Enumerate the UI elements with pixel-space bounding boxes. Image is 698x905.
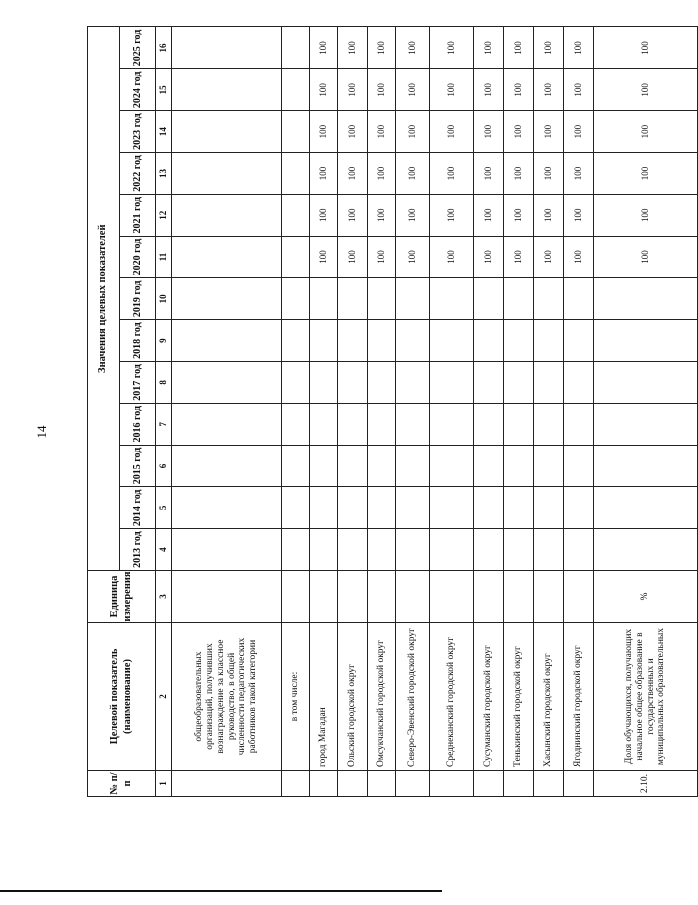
unit-cell: % (594, 571, 698, 623)
indicator-name: Сусуманский городской округ (474, 623, 504, 771)
value-cell (282, 487, 310, 529)
value-cell (594, 487, 698, 529)
value-cell: 100 (430, 69, 474, 111)
value-cell: 100 (594, 111, 698, 153)
indicators-table (87, 26, 698, 797)
header-year: 2021 год (120, 194, 156, 236)
value-cell (396, 487, 430, 529)
unit-cell (172, 571, 282, 623)
value-cell (594, 320, 698, 362)
value-cell (396, 445, 430, 487)
row-number (474, 771, 504, 797)
header-year: 2017 год (120, 362, 156, 404)
value-cell (534, 320, 564, 362)
row-number (282, 771, 310, 797)
value-cell (430, 320, 474, 362)
value-cell: 100 (504, 69, 534, 111)
value-cell (564, 487, 594, 529)
row-number (534, 771, 564, 797)
header-year: 2016 год (120, 403, 156, 445)
value-cell: 100 (504, 194, 534, 236)
value-cell (474, 362, 504, 404)
rotated-table-wrapper (87, 27, 667, 797)
value-cell (282, 320, 310, 362)
column-number: 2 (156, 623, 172, 771)
value-cell: 100 (396, 69, 430, 111)
value-cell (172, 445, 282, 487)
row-number (504, 771, 534, 797)
column-number: 4 (156, 529, 172, 571)
table-row (310, 27, 338, 797)
column-number: 10 (156, 278, 172, 320)
value-cell (474, 403, 504, 445)
value-cell (396, 403, 430, 445)
value-cell (594, 529, 698, 571)
value-cell (338, 445, 368, 487)
value-cell (172, 278, 282, 320)
row-number (368, 771, 396, 797)
value-cell: 100 (474, 194, 504, 236)
value-cell (338, 403, 368, 445)
unit-cell (338, 571, 368, 623)
header-year: 2024 год (120, 69, 156, 111)
table-row (564, 27, 594, 797)
value-cell: 100 (430, 236, 474, 278)
value-cell (504, 445, 534, 487)
value-cell: 100 (338, 111, 368, 153)
header-year: 2014 год (120, 487, 156, 529)
value-cell (338, 487, 368, 529)
value-cell (310, 320, 338, 362)
value-cell (534, 445, 564, 487)
value-cell: 100 (564, 69, 594, 111)
column-number: 1 (156, 771, 172, 797)
row-number (310, 771, 338, 797)
indicator-name: Омсукчанский городской округ (368, 623, 396, 771)
value-cell (338, 362, 368, 404)
indicator-name: Ольский городской округ (338, 623, 368, 771)
value-cell (172, 153, 282, 195)
value-cell (564, 362, 594, 404)
value-cell (504, 320, 534, 362)
table-row (474, 27, 504, 797)
header-year: 2022 год (120, 153, 156, 195)
unit-cell (564, 571, 594, 623)
value-cell (474, 445, 504, 487)
column-number: 7 (156, 403, 172, 445)
column-number: 9 (156, 320, 172, 362)
value-cell: 100 (504, 111, 534, 153)
value-cell: 100 (430, 27, 474, 69)
value-cell (504, 362, 534, 404)
value-cell: 100 (396, 111, 430, 153)
value-cell (368, 529, 396, 571)
header-values-group: Значения целевых показателей (88, 27, 120, 571)
value-cell (172, 403, 282, 445)
header-year: 2025 год (120, 27, 156, 69)
value-cell: 100 (396, 236, 430, 278)
value-cell (430, 403, 474, 445)
value-cell: 100 (430, 153, 474, 195)
value-cell (564, 445, 594, 487)
value-cell: 100 (594, 236, 698, 278)
value-cell: 100 (564, 27, 594, 69)
value-cell (564, 320, 594, 362)
value-cell (368, 320, 396, 362)
unit-cell (396, 571, 430, 623)
value-cell (534, 403, 564, 445)
value-cell (172, 362, 282, 404)
unit-cell (534, 571, 564, 623)
unit-cell (282, 571, 310, 623)
value-cell (594, 403, 698, 445)
value-cell (368, 278, 396, 320)
value-cell: 100 (534, 236, 564, 278)
value-cell (310, 362, 338, 404)
value-cell: 100 (534, 111, 564, 153)
value-cell (282, 529, 310, 571)
table-row (396, 27, 430, 797)
indicator-name: Ягоднинский городской округ (564, 623, 594, 771)
column-number: 15 (156, 69, 172, 111)
indicator-name: Среднеканский городской округ (430, 623, 474, 771)
value-cell (594, 362, 698, 404)
value-cell (282, 278, 310, 320)
value-cell (534, 362, 564, 404)
value-cell (282, 194, 310, 236)
value-cell (282, 445, 310, 487)
value-cell (310, 403, 338, 445)
value-cell (310, 445, 338, 487)
indicator-name: в том числе: (282, 623, 310, 771)
value-cell (172, 236, 282, 278)
table-row (594, 27, 698, 797)
table-row (430, 27, 474, 797)
row-number (396, 771, 430, 797)
header-year: 2023 год (120, 111, 156, 153)
value-cell (368, 445, 396, 487)
value-cell: 100 (338, 69, 368, 111)
value-cell (310, 487, 338, 529)
indicator-name: Доля обучающихся, получающих начальное общее образование в государственных и муниципальных образовательных (594, 623, 698, 771)
value-cell (474, 320, 504, 362)
value-cell: 100 (594, 153, 698, 195)
value-cell (172, 194, 282, 236)
value-cell: 100 (396, 194, 430, 236)
value-cell: 100 (504, 153, 534, 195)
value-cell: 100 (594, 27, 698, 69)
value-cell (338, 278, 368, 320)
table-row (504, 27, 534, 797)
value-cell: 100 (310, 69, 338, 111)
value-cell: 100 (310, 153, 338, 195)
value-cell (310, 278, 338, 320)
value-cell (430, 362, 474, 404)
value-cell (504, 487, 534, 529)
value-cell (594, 445, 698, 487)
value-cell: 100 (368, 153, 396, 195)
value-cell: 100 (396, 153, 430, 195)
table-row (172, 27, 282, 797)
value-cell (368, 487, 396, 529)
column-number: 11 (156, 236, 172, 278)
value-cell (564, 403, 594, 445)
column-number: 5 (156, 487, 172, 529)
value-cell (396, 529, 430, 571)
header-year: 2019 год (120, 278, 156, 320)
indicator-name: Тенькинский городской округ (504, 623, 534, 771)
page-number: 14 (34, 425, 49, 439)
value-cell (564, 529, 594, 571)
value-cell: 100 (338, 153, 368, 195)
value-cell: 100 (368, 111, 396, 153)
value-cell: 100 (504, 236, 534, 278)
value-cell: 100 (368, 194, 396, 236)
column-number: 16 (156, 27, 172, 69)
unit-cell (504, 571, 534, 623)
unit-cell (474, 571, 504, 623)
value-cell: 100 (368, 27, 396, 69)
value-cell: 100 (534, 194, 564, 236)
unit-cell (368, 571, 396, 623)
value-cell (338, 529, 368, 571)
value-cell (430, 445, 474, 487)
row-number (564, 771, 594, 797)
value-cell (396, 278, 430, 320)
header-year: 2018 год (120, 320, 156, 362)
unit-cell (310, 571, 338, 623)
header-num: № п/п (88, 771, 156, 797)
table-row (368, 27, 396, 797)
indicator-name: город Магадан (310, 623, 338, 771)
value-cell (474, 278, 504, 320)
column-number: 12 (156, 194, 172, 236)
value-cell: 100 (534, 27, 564, 69)
value-cell: 100 (310, 27, 338, 69)
value-cell: 100 (430, 111, 474, 153)
indicator-name: общеобразовательных организаций, получивших вознаграждение за классное руководство, в общей численности педагогических работников такой категории (172, 623, 282, 771)
value-cell (282, 69, 310, 111)
value-cell (594, 278, 698, 320)
value-cell (282, 236, 310, 278)
value-cell (564, 278, 594, 320)
value-cell (534, 487, 564, 529)
value-cell (474, 487, 504, 529)
header-year: 2013 год (120, 529, 156, 571)
value-cell: 100 (310, 111, 338, 153)
value-cell: 100 (368, 236, 396, 278)
row-number (338, 771, 368, 797)
value-cell: 100 (564, 153, 594, 195)
header-indicator: Целевой показатель (наименование) (88, 623, 156, 771)
value-cell (430, 487, 474, 529)
value-cell (368, 362, 396, 404)
value-cell: 100 (474, 69, 504, 111)
value-cell (396, 320, 430, 362)
header-year: 2020 год (120, 236, 156, 278)
value-cell: 100 (338, 236, 368, 278)
value-cell (282, 362, 310, 404)
value-cell: 100 (474, 153, 504, 195)
value-cell (430, 278, 474, 320)
indicator-name: Хасынский городской округ (534, 623, 564, 771)
value-cell (282, 27, 310, 69)
value-cell: 100 (310, 194, 338, 236)
header-unit: Единица измерения (88, 571, 156, 623)
bottom-rule (0, 890, 442, 892)
value-cell (282, 153, 310, 195)
table-row (338, 27, 368, 797)
value-cell: 100 (338, 27, 368, 69)
value-cell (338, 320, 368, 362)
value-cell: 100 (564, 194, 594, 236)
value-cell (172, 69, 282, 111)
value-cell (310, 529, 338, 571)
value-cell: 100 (368, 69, 396, 111)
header-year: 2015 год (120, 445, 156, 487)
value-cell: 100 (474, 236, 504, 278)
value-cell (474, 529, 504, 571)
column-number: 13 (156, 153, 172, 195)
row-number: 2.10. (594, 771, 698, 797)
value-cell: 100 (564, 111, 594, 153)
value-cell: 100 (338, 194, 368, 236)
value-cell: 100 (474, 27, 504, 69)
value-cell: 100 (474, 111, 504, 153)
value-cell (504, 278, 534, 320)
value-cell (430, 529, 474, 571)
value-cell (534, 529, 564, 571)
value-cell (504, 403, 534, 445)
value-cell: 100 (594, 194, 698, 236)
value-cell (534, 278, 564, 320)
value-cell: 100 (594, 69, 698, 111)
column-number: 3 (156, 571, 172, 623)
value-cell (282, 111, 310, 153)
value-cell: 100 (564, 236, 594, 278)
value-cell (368, 403, 396, 445)
value-cell (396, 362, 430, 404)
column-number: 6 (156, 445, 172, 487)
column-number: 14 (156, 111, 172, 153)
value-cell (172, 111, 282, 153)
value-cell (172, 529, 282, 571)
value-cell: 100 (396, 27, 430, 69)
value-cell (172, 320, 282, 362)
table-row (534, 27, 564, 797)
indicator-name: Северо-Эвенский городской округ (396, 623, 430, 771)
value-cell (172, 27, 282, 69)
value-cell (504, 529, 534, 571)
value-cell: 100 (534, 69, 564, 111)
unit-cell (430, 571, 474, 623)
value-cell: 100 (534, 153, 564, 195)
value-cell: 100 (504, 27, 534, 69)
row-number (172, 771, 282, 797)
value-cell (172, 487, 282, 529)
value-cell (282, 403, 310, 445)
value-cell: 100 (430, 194, 474, 236)
table-row (282, 27, 310, 797)
value-cell: 100 (310, 236, 338, 278)
column-number: 8 (156, 362, 172, 404)
row-number (430, 771, 474, 797)
